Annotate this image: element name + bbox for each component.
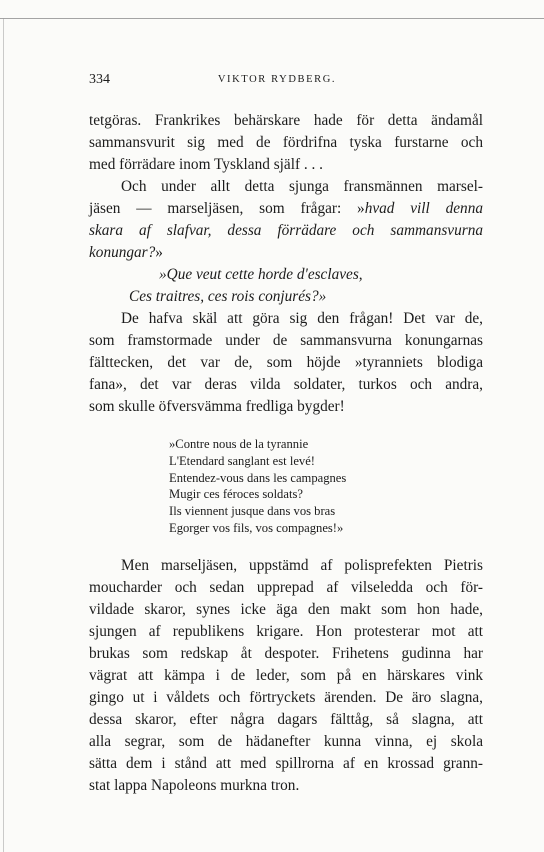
- page-left-border: [3, 18, 4, 852]
- body-text: [89, 110, 483, 797]
- text-line: moucharder och sedan upprepad af vilseledda och för-: [89, 578, 483, 596]
- text-line: vildade skaror, synes icke äga den makt som hon hade,: [89, 600, 483, 618]
- page-header: [89, 72, 465, 90]
- quote-line: »Que veut cette horde d'esclaves,: [159, 266, 363, 283]
- text-line: dessa skaror, efter några dagars fälttåg, så slagna, att: [89, 710, 483, 728]
- text-line: [89, 242, 483, 264]
- text-line: [89, 220, 483, 242]
- paragraph: [89, 308, 483, 418]
- text-line: tetgöras. Frankrikes behärskare hade för detta ändamål: [89, 112, 483, 129]
- text-line: fana», det var deras vilda soldater, turkos och andra,: [89, 376, 483, 393]
- text-line: vägrat att kämpa i de leder, som på en härskares vink: [89, 666, 483, 684]
- text-line: sätta dem i stånd att med spillrorna af en krossad grann-: [89, 754, 483, 772]
- song-line: L'Etendard sanglant est levé!: [169, 453, 315, 468]
- text-line: De hafva skäl att göra sig den frågan! Det var de,: [121, 310, 483, 327]
- text-line: med förrädare inom Tyskland själf . . .: [89, 156, 323, 173]
- text-line: sjungen af republikens krigare. Hon protesterar mot att: [89, 622, 483, 640]
- paragraph: [89, 176, 483, 264]
- song-line: Entendez-vous dans les campagnes: [169, 470, 347, 485]
- song-verse: [89, 436, 483, 537]
- text-span: Och under allt detta sjunga fransmännen marsel-: [121, 178, 483, 195]
- italic-span: konungar?: [89, 244, 156, 261]
- paragraph: [89, 555, 483, 797]
- song-line: Ils viennent jusque dans vos bras: [169, 504, 336, 519]
- text-line: sammansvurit sig med de fördrifna tyska furstarne och: [89, 134, 483, 151]
- text-line: [89, 198, 483, 220]
- text-line: fälttecken, det var de, som höjde »tyranniets blodiga: [89, 354, 483, 371]
- text-span: »: [155, 244, 163, 261]
- text-span: jäsen — marseljäsen, som frågar: »: [89, 200, 365, 217]
- page-number: 334: [89, 72, 110, 87]
- italic-span: hvad vill denna: [364, 200, 483, 217]
- text-line: [89, 176, 483, 198]
- song-line: »Contre nous de la tyrannie: [169, 437, 309, 451]
- text-line: stat lappa Napoleons murkna tron.: [89, 776, 300, 794]
- song-line: Egorger vos fils, vos compagnes!»: [169, 520, 344, 535]
- text-line: brukas som redskap åt despoter. Frihetens gudinna har: [89, 644, 483, 662]
- text-line: som skulle öfversvämma fredliga bygder!: [89, 398, 345, 415]
- text-line: gingo ut i våldets och förtryckets ärenden. De äro slagna,: [89, 688, 483, 706]
- text-line: alla segrar, som de hädanefter kunna vinna, ej skola: [89, 732, 483, 750]
- text-line: Men marseljäsen, uppstämd af polisprefekten Pietris: [121, 556, 483, 574]
- paragraph: [89, 110, 483, 176]
- running-title: VIKTOR RYDBERG.: [217, 74, 337, 85]
- french-quote: [89, 264, 483, 308]
- text-line: som framstormade under de sammansvurna konungarnas: [89, 332, 483, 349]
- quote-line: Ces traitres, ces rois conjurés?»: [129, 288, 327, 305]
- song-line: Mugir ces féroces soldats?: [169, 487, 303, 502]
- italic-span: skara af slafvar, dessa förrädare och sammansvurna: [89, 222, 483, 239]
- page-top-border: [0, 18, 544, 19]
